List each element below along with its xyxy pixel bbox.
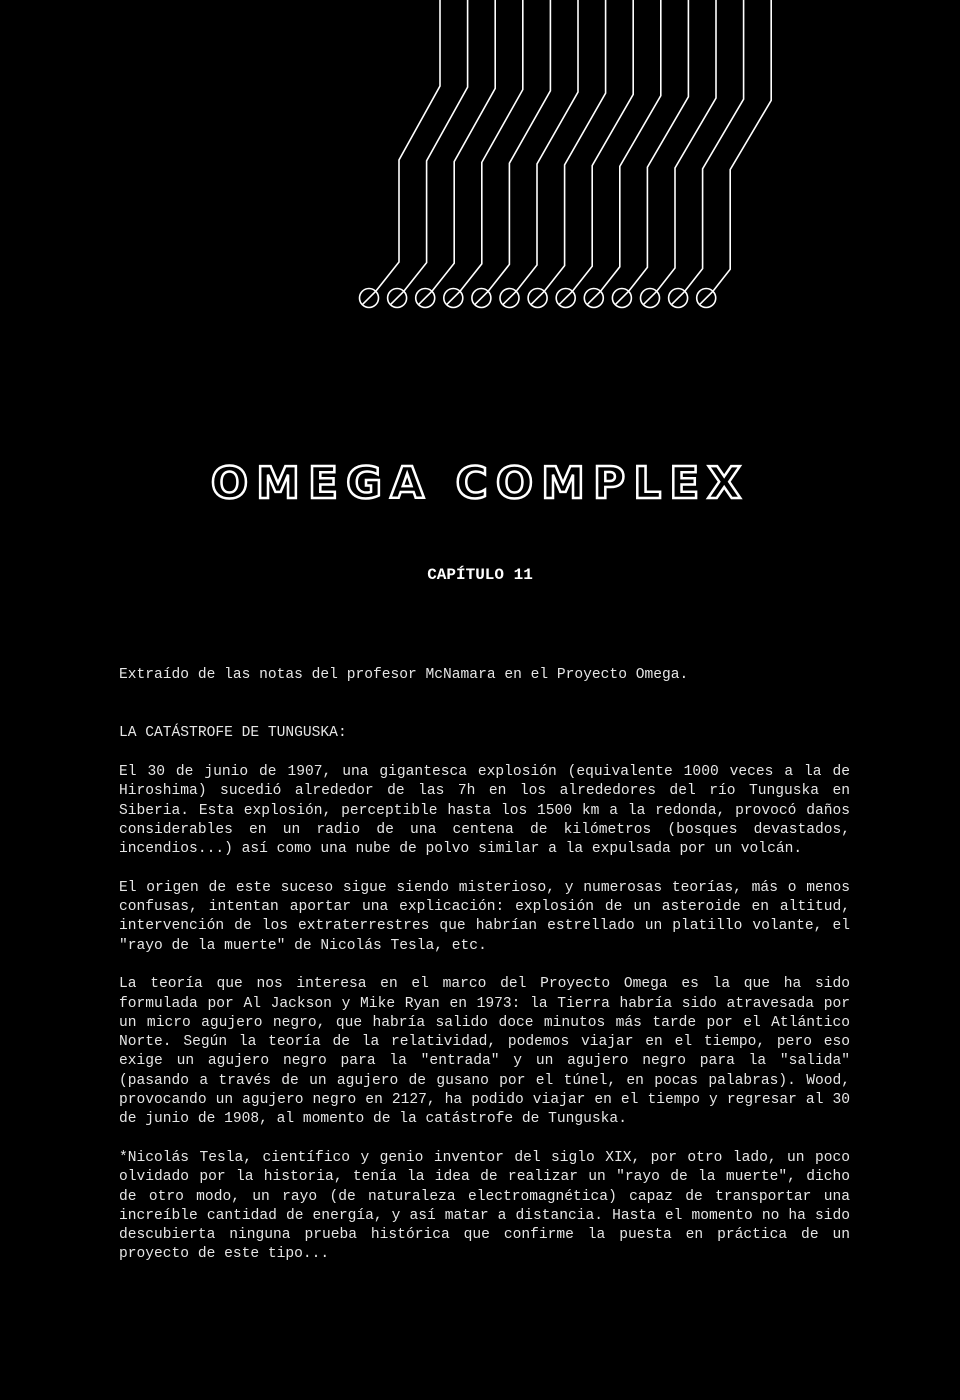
circuit-trace <box>460 0 523 291</box>
paragraph: El origen de este suceso sigue siendo misterioso, y numerosas teorías, más o menos confusas, intentan aportar una explicación: explosión de un asteroide en altitud, intervención de los extraterrestres que habrían estrellado un platillo volante, el "rayo de la muerte" de Nicolás Tesla, etc. <box>119 879 850 954</box>
circuit-trace <box>544 0 605 291</box>
body-text <box>119 763 850 1284</box>
circuit-trace <box>376 0 440 291</box>
circuit-trace <box>404 0 468 291</box>
circuit-node-slash <box>362 291 376 305</box>
circuit-trace <box>685 0 744 291</box>
circuit-node-slash <box>503 291 517 305</box>
circuit-trace <box>629 0 689 291</box>
circuit-node-slash <box>643 291 657 305</box>
circuit-trace <box>573 0 634 291</box>
book-title: OMEGA COMPLEX <box>210 458 750 509</box>
paragraph: La teoría que nos interesa en el marco del Proyecto Omega es la que ha sido formulada por Al Jackson y Mike Ryan en 1973: la Tierra habría sido atravesada por un micro agujero negro, que habría salido doce minutos más tarde por el Atlántico Norte. Según la teoría de la relatividad, podemos viajar en el tiempo, pero eso exige un agujero negro para la "entrada" y un agujero negro para la "salida" (pasando a través de un agujero de gusano por el túnel, en pocas palabras). Wood, provocando un agujero negro en 2127, ha podido viajar en el tiempo y regresar al 30 de junio de 1908, al momento de la catástrofe de Tunguska. <box>119 976 850 1128</box>
circuit-trace <box>713 0 771 291</box>
circuit-node-slash <box>390 291 404 305</box>
section-heading: LA CATÁSTROFE DE TUNGUSKA: <box>119 725 347 741</box>
circuit-node-slash <box>615 291 629 305</box>
circuit-node-slash <box>671 291 685 305</box>
circuit-trace <box>488 0 550 291</box>
circuit-node-slash <box>446 291 460 305</box>
circuit-traces <box>360 0 772 308</box>
circuit-trace <box>516 0 578 291</box>
circuit-lines-illustration <box>0 0 960 330</box>
circuit-trace <box>657 0 716 291</box>
circuit-node-slash <box>475 291 489 305</box>
circuit-node-slash <box>531 291 545 305</box>
circuit-node-slash <box>559 291 573 305</box>
paragraph: *Nicolás Tesla, científico y genio inventor del siglo XIX, por otro lado, un poco olvidado por la historia, tenía la idea de realizar un "rayo de la muerte", dicho de otro modo, un rayo (de naturaleza electromagnética) capaz de transportar una increíble cantidad de energía, y así matar a distancia. Hasta el momento no ha sido descubierta ninguna prueba histórica que confirme la puesta en práctica de un proyecto de este tipo... <box>119 1149 850 1263</box>
paragraph: El 30 de junio de 1907, una gigantesca explosión (equivalente 1000 veces a la de Hiroshima) sucedió alrededor de las 7h en los alrededores del río Tunguska en Siberia. Esta explosión, perceptible hasta los 1500 km a la redonda, provocó daños considerables en un radio de una centena de kilómetros (bosques devastados, incendios...) así como una nube de polvo similar a la expulsada por un volcán. <box>119 764 850 858</box>
circuit-trace <box>601 0 661 291</box>
intro-line: Extraído de las notas del profesor McNamara en el Proyecto Omega. <box>119 667 689 683</box>
circuit-node-slash <box>587 291 601 305</box>
circuit-trace <box>432 0 495 291</box>
circuit-node-slash <box>418 291 432 305</box>
chapter-heading: CAPÍTULO 11 <box>427 566 533 584</box>
circuit-node-slash <box>699 291 713 305</box>
